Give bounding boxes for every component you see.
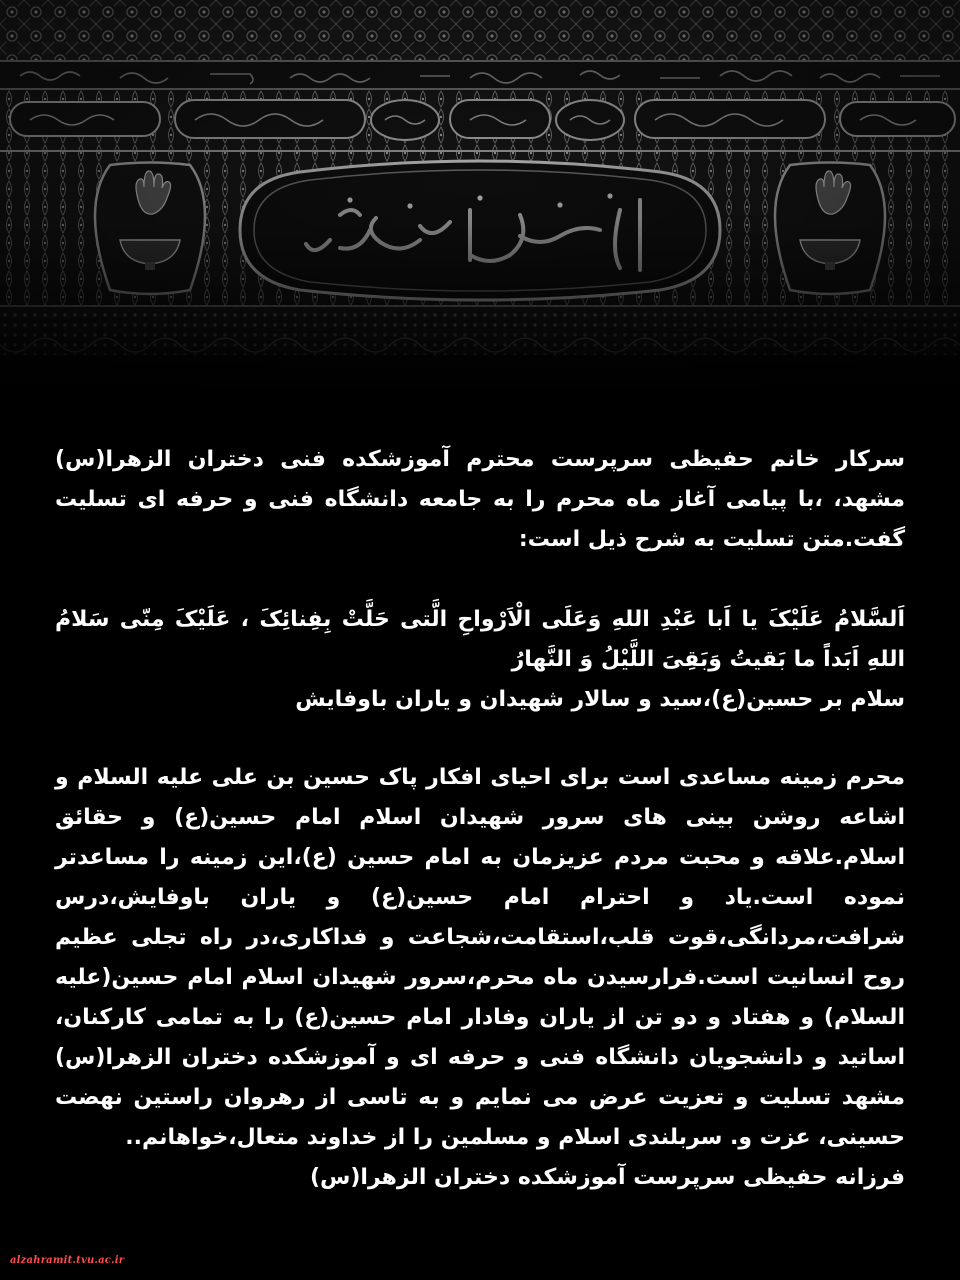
watermark-area: [0, 1240, 150, 1280]
message-body: محرم زمینه مساعدی است برای احیای افکار پاک حسین بن علی علیه السلام و اشاعه روشن بینی های سرور شهیدان اسلام امام حسین(ع) و حقائق اسلام.علاقه و محبت مردم عزیزمان به امام حسین (ع)،این زمینه را مساعدتر نموده است.یاد و احترام امام حسین(ع) و یاران باوفایش،درس شرافت،مردانگی،قوت قلب،استقامت،شجاعت و فداکاری،در راه تجلی عظیم روح انسانیت است.فرارسیدن ماه محرم،سرور شهیدان اسلام امام حسین(علیه السلام) و هفتاد و دو تن از یاران وفادار امام حسین(ع) را به تمامی کارکنان، اساتید و دانشجویان دانشگاه فنی و حرفه ای و آموزشکده دختران الزهرا(س) مشهد تسلیت و تعزیت عرض می نمایم و به تاسی از رهروان راستین نهضت حسینی، عزت و. سربلندی اسلام و مسلمین را از خداوند متعال،خواهانم..: [55, 765, 905, 1150]
paragraph-gap: [55, 720, 905, 758]
signature: فرزانه حفیظی سرپرست آموزشکده دختران الزهرا(س): [309, 1165, 905, 1190]
message-intro: سرکار خانم حفیظی سرپرست محترم آموزشکده فنی دختران الزهرا(س) مشهد، ،با پیامی آغاز ماه محرم را به جامعه دانشگاه فنی و حرفه ای تسلیت گفت.متن تسلیت به شرح ذیل است:: [55, 447, 905, 552]
banner-artwork: [0, 0, 960, 400]
salutation-text: سلام بر حسین(ع)،سید و سالار شهیدان و یاران باوفایش: [295, 687, 905, 712]
mourning-banner: [0, 0, 960, 400]
condolence-message: [55, 440, 905, 1198]
paragraph-gap: [55, 560, 905, 600]
ziyarat-text: اَلسَّلامُ عَلَیْکَ یا اَبا عَبْدِ اللهِ وَعَلَى الْاَرْواحِ الَّتی حَلَّتْ بِفِنائِکَ ، عَلَیْکَ مِنّی سَلامُ اللهِ اَبَداً ما بَقیتُ وَبَقِیَ اللَّیْلُ وَ النَّهارُ: [55, 607, 905, 672]
watermark-url: alzahramit.tvu.ac.ir: [10, 1255, 125, 1266]
